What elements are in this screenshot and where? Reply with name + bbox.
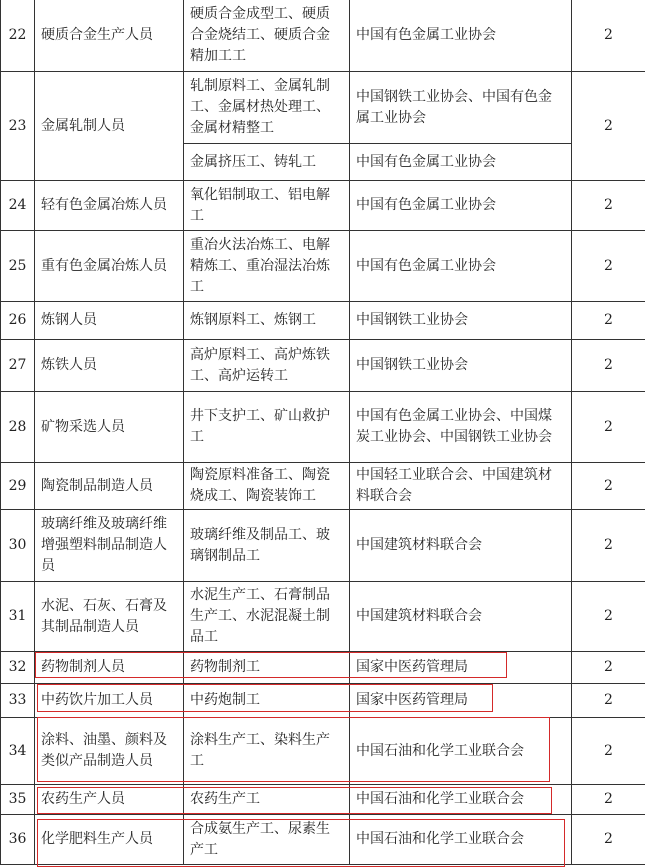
- table-row: [1, 463, 645, 510]
- occupation-name: 农药生产人员: [35, 785, 184, 815]
- occupation-name: 涂料、油墨、颜料及类似产品制造人员: [35, 718, 184, 785]
- occupation-name: 陶瓷制品制造人员: [35, 463, 184, 510]
- table-row: [1, 72, 645, 144]
- row-number: 27: [1, 340, 35, 392]
- job-titles: 轧制原料工、金属轧制工、金属材热处理工、金属材精整工: [184, 72, 350, 144]
- occupation-name: 化学肥料生产人员: [35, 815, 184, 865]
- row-number: 28: [1, 392, 35, 463]
- level: 2: [572, 340, 645, 392]
- table-row: [1, 785, 645, 815]
- job-titles: 合成氨生产工、尿素生产工: [184, 815, 350, 865]
- occupation-name: 轻有色金属冶炼人员: [35, 181, 184, 231]
- table-row: [1, 718, 645, 785]
- table-row: [1, 510, 645, 582]
- organization: 中国有色金属工业协会: [350, 0, 572, 72]
- job-titles: 农药生产工: [184, 785, 350, 815]
- organization: 中国钢铁工业协会: [350, 302, 572, 340]
- table-row: [1, 0, 645, 72]
- job-titles: 井下支护工、矿山救护工: [184, 392, 350, 463]
- occupation-name: 矿物采选人员: [35, 392, 184, 463]
- level: 2: [572, 510, 645, 582]
- organization: 中国石油和化学工业联合会: [350, 815, 572, 865]
- job-titles: 中药炮制工: [184, 684, 350, 718]
- table-row: [1, 815, 645, 865]
- row-number: 26: [1, 302, 35, 340]
- job-titles: 玻璃纤维及制品工、玻璃钢制品工: [184, 510, 350, 582]
- level: 2: [572, 652, 645, 684]
- organization: 中国有色金属工业协会: [350, 144, 572, 181]
- row-number: 36: [1, 815, 35, 865]
- table-row: [1, 392, 645, 463]
- row-number: 22: [1, 0, 35, 72]
- occupation-name: 重有色金属冶炼人员: [35, 231, 184, 302]
- organization: 中国钢铁工业协会、中国有色金属工业协会: [350, 72, 572, 144]
- organization: 中国石油和化学工业联合会: [350, 785, 572, 815]
- table-row: [1, 231, 645, 302]
- occupation-name: 玻璃纤维及玻璃纤维增强塑料制品制造人员: [35, 510, 184, 582]
- job-titles: 高炉原料工、高炉炼铁工、高炉运转工: [184, 340, 350, 392]
- level: 2: [572, 463, 645, 510]
- job-titles: 重冶火法冶炼工、电解精炼工、重冶湿法冶炼工: [184, 231, 350, 302]
- table-row: [1, 302, 645, 340]
- level: 2: [572, 181, 645, 231]
- job-titles: 硬质合金成型工、硬质合金烧结工、硬质合金精加工工: [184, 0, 350, 72]
- row-number: 31: [1, 582, 35, 652]
- level: 2: [572, 582, 645, 652]
- row-number: 35: [1, 785, 35, 815]
- level: 2: [572, 0, 645, 72]
- level: 2: [572, 72, 645, 181]
- level: 2: [572, 718, 645, 785]
- level: 2: [572, 392, 645, 463]
- occupation-name: 药物制剂人员: [35, 652, 184, 684]
- occupation-name: 硬质合金生产人员: [35, 0, 184, 72]
- level: 2: [572, 302, 645, 340]
- row-number: 30: [1, 510, 35, 582]
- level: 2: [572, 815, 645, 865]
- organization: 中国建筑材料联合会: [350, 582, 572, 652]
- row-number: 32: [1, 652, 35, 684]
- job-titles: 陶瓷原料准备工、陶瓷烧成工、陶瓷装饰工: [184, 463, 350, 510]
- level: 2: [572, 785, 645, 815]
- organization: 中国有色金属工业协会: [350, 231, 572, 302]
- organization: 中国建筑材料联合会: [350, 510, 572, 582]
- row-number: 24: [1, 181, 35, 231]
- row-number: 25: [1, 231, 35, 302]
- job-titles: 炼钢原料工、炼钢工: [184, 302, 350, 340]
- occupation-name: 水泥、石灰、石膏及其制品制造人员: [35, 582, 184, 652]
- table-row: [1, 652, 645, 684]
- organization: 中国有色金属工业协会: [350, 181, 572, 231]
- table-row: [1, 582, 645, 652]
- job-titles: 涂料生产工、染料生产工: [184, 718, 350, 785]
- job-titles: 水泥生产工、石膏制品生产工、水泥混凝土制品工: [184, 582, 350, 652]
- organization: 中国石油和化学工业联合会: [350, 718, 572, 785]
- organization: 中国有色金属工业协会、中国煤炭工业协会、中国钢铁工业协会: [350, 392, 572, 463]
- occupation-name: 炼铁人员: [35, 340, 184, 392]
- organization: 国家中医药管理局: [350, 652, 572, 684]
- row-number: 23: [1, 72, 35, 181]
- table-row: [1, 340, 645, 392]
- job-titles: 金属挤压工、铸轧工: [184, 144, 350, 181]
- job-titles: 药物制剂工: [184, 652, 350, 684]
- row-number: 34: [1, 718, 35, 785]
- table-row: [1, 181, 645, 231]
- occupation-name: 炼钢人员: [35, 302, 184, 340]
- occupation-name: 中药饮片加工人员: [35, 684, 184, 718]
- organization: 中国钢铁工业协会: [350, 340, 572, 392]
- table-row: [1, 684, 645, 718]
- occupation-name: 金属轧制人员: [35, 72, 184, 181]
- level: 2: [572, 684, 645, 718]
- job-titles: 氧化铝制取工、铝电解工: [184, 181, 350, 231]
- row-number: 29: [1, 463, 35, 510]
- organization: 国家中医药管理局: [350, 684, 572, 718]
- organization: 中国轻工业联合会、中国建筑材料联合会: [350, 463, 572, 510]
- row-number: 33: [1, 684, 35, 718]
- level: 2: [572, 231, 645, 302]
